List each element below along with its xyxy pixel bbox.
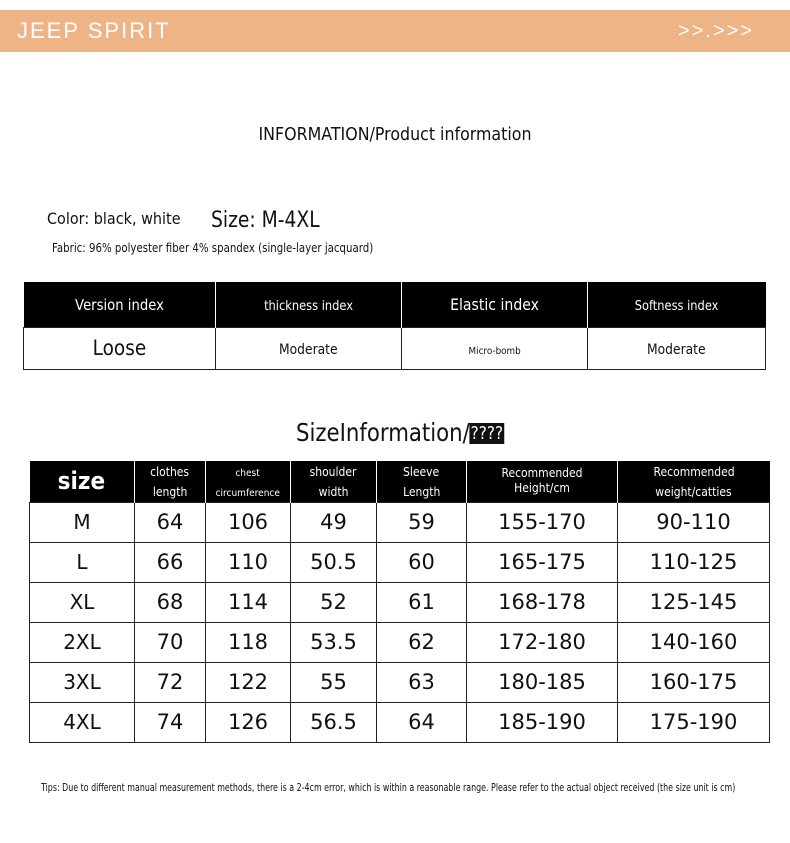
measurement-cell: 172-180 [467,622,618,662]
size-label-cell: M [30,502,135,542]
table-row [30,582,770,622]
color-spec: Color: black, white [47,209,181,228]
size-info-heading-text: SizeInformation/ [296,418,470,447]
measurement-cell: 50.5 [291,542,377,582]
banner-arrows: >>.>>> [678,19,754,42]
measurement-cell: 55 [291,662,377,702]
size-label-cell: 4XL [30,702,135,742]
measurement-cell: 155-170 [467,502,618,542]
index-value-cell: Loose [24,327,216,369]
measurement-cell: 74 [135,702,206,742]
size-chart-table [29,461,770,743]
size-header-cell: Recommended Height/cm [467,461,618,502]
measurement-cell: 185-190 [467,702,618,742]
size-label-cell: XL [30,582,135,622]
measurement-cell: 90-110 [618,502,770,542]
brand-title: JEEP SPIRIT [17,18,171,43]
size-info-heading [296,418,504,447]
measurement-cell: 66 [135,542,206,582]
measurement-cell: 63 [377,662,467,702]
measurement-cell: 64 [377,702,467,742]
measurement-cell: 49 [291,502,377,542]
size-header-cell: chest circumference [206,461,291,502]
measurement-cell: 62 [377,622,467,662]
index-value-row [24,327,766,369]
measurement-cell: 165-175 [467,542,618,582]
measurement-cell: 106 [206,502,291,542]
measurement-cell: 61 [377,582,467,622]
size-table-body [30,502,770,742]
index-value-cell: Moderate [588,327,766,369]
measurement-cell: 53.5 [291,622,377,662]
product-info-heading: INFORMATION/Product information [258,124,532,145]
measurement-cell: 168-178 [467,582,618,622]
measurement-cell: 118 [206,622,291,662]
size-label-cell: L [30,542,135,582]
table-row [30,702,770,742]
measurement-cell: 140-160 [618,622,770,662]
index-header-cell: Softness index [588,282,766,327]
measurement-cell: 175-190 [618,702,770,742]
measurement-cell: 68 [135,582,206,622]
index-header-cell: Elastic index [402,282,588,327]
size-header-cell: shoulder width [291,461,377,502]
table-row [30,662,770,702]
measurement-cell: 110 [206,542,291,582]
size-header-cell: Sleeve Length [377,461,467,502]
fabric-spec: Fabric: 96% polyester fiber 4% spandex (single-layer jacquard) [52,241,374,255]
size-label-cell: 2XL [30,622,135,662]
measurement-cell: 125-145 [618,582,770,622]
table-row [30,502,770,542]
index-value-cell: Micro-bomb [402,327,588,369]
measurement-cell: 114 [206,582,291,622]
size-header-cell: clothes length [135,461,206,502]
measurement-cell: 72 [135,662,206,702]
measurement-tips: Tips: Due to different manual measurement methods, there is a 2-4cm error, which is within a reasonable range. Please refer to the actual object received (the size unit is cm) [41,781,736,794]
index-value-cell: Moderate [215,327,402,369]
measurement-cell: 180-185 [467,662,618,702]
measurement-cell: 64 [135,502,206,542]
measurement-cell: 60 [377,542,467,582]
index-header-cell: thickness index [215,282,402,327]
measurement-cell: 122 [206,662,291,702]
table-row [30,622,770,662]
measurement-cell: 160-175 [618,662,770,702]
index-header-row [24,282,766,327]
measurement-cell: 56.5 [291,702,377,742]
size-header-cell: Recommended weight/catties [618,461,770,502]
measurement-cell: 126 [206,702,291,742]
size-header-row [30,461,770,502]
measurement-cell: 110-125 [618,542,770,582]
size-spec: Size: M-4XL [211,208,320,233]
size-header-cell: size [30,461,135,502]
index-table [23,282,766,370]
brand-banner [0,10,790,52]
size-label-cell: 3XL [30,662,135,702]
measurement-cell: 52 [291,582,377,622]
measurement-cell: 59 [377,502,467,542]
table-row [30,542,770,582]
unrendered-glyphs: ???? [470,423,504,444]
index-header-cell: Version index [24,282,216,327]
measurement-cell: 70 [135,622,206,662]
